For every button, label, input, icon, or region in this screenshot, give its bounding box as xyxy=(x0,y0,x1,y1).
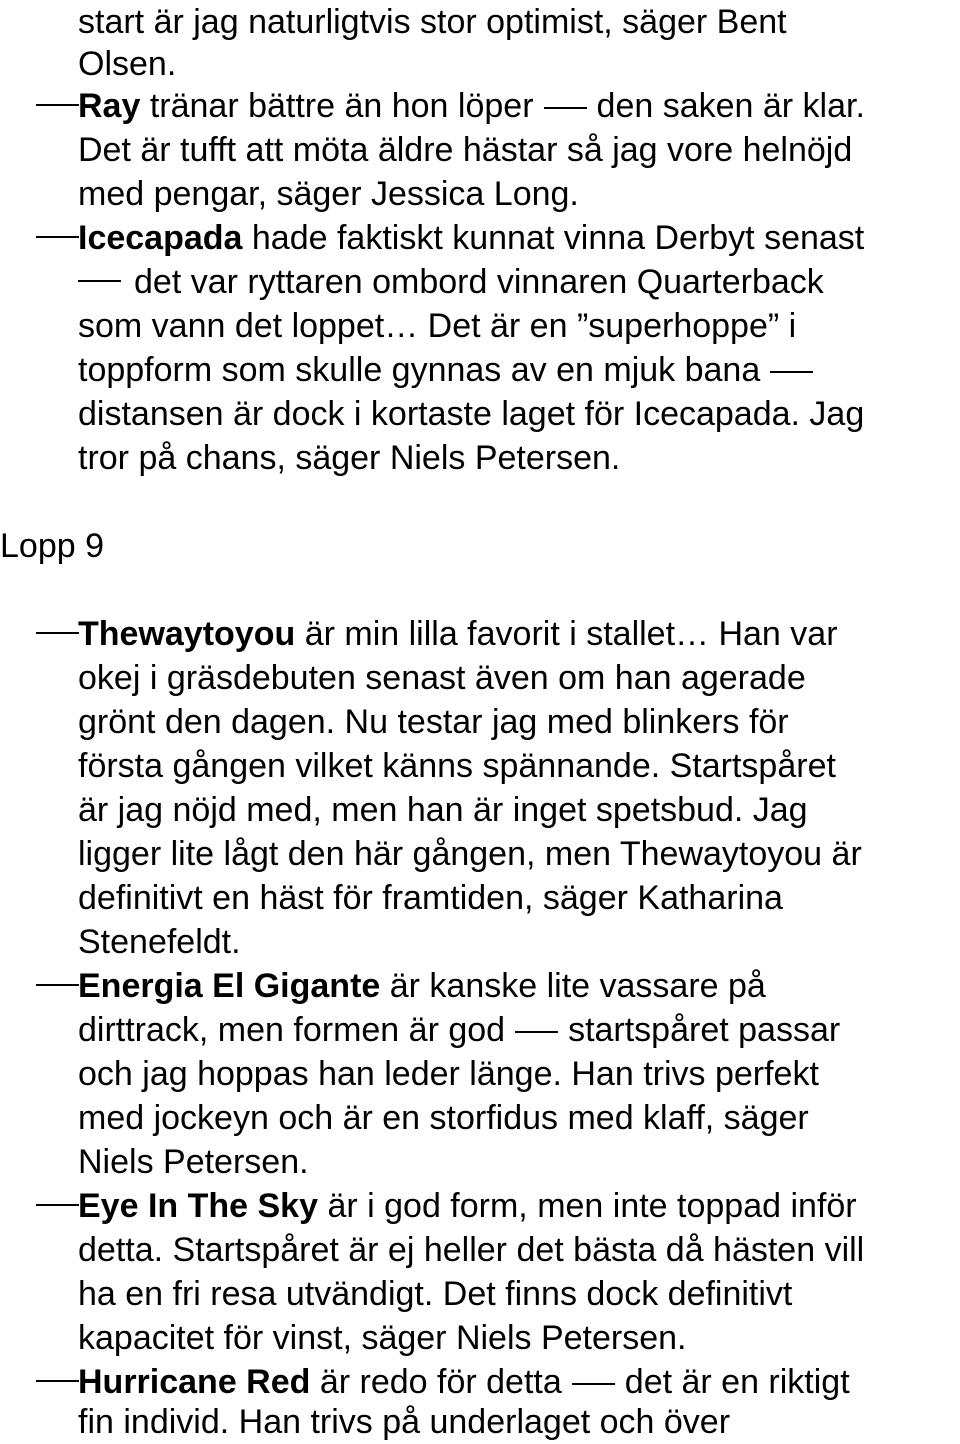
horse-name: Ray xyxy=(78,87,141,125)
text-line: ligger lite lågt den här gången, men Thewaytoyou är xyxy=(78,835,862,873)
text-line: Ray tränar bättre än hon löper den saken är klar. xyxy=(78,87,865,125)
horse-name: Eye In The Sky xyxy=(78,1187,318,1225)
text-line: Icecapada hade faktiskt kunnat vinna Derbyt senast xyxy=(78,219,865,257)
horse-name: Hurricane Red xyxy=(78,1363,311,1401)
text-line: Olsen. xyxy=(78,45,177,83)
text-line: ha en fri resa utvändigt. Det finns dock definitivt xyxy=(78,1275,793,1313)
text-line: toppform som skulle gynnas av en mjuk bana xyxy=(78,348,823,392)
dash-bullet xyxy=(36,632,79,634)
text-line: som vann det loppet… Det är en ”superhoppe” i xyxy=(78,307,797,345)
text-line: är jag nöjd med, men han är inget spetsbud. Jag xyxy=(78,791,808,829)
horse-name: Icecapada xyxy=(78,219,243,257)
text-line: Niels Petersen. xyxy=(78,1143,309,1181)
text-line: första gången vilket känns spännande. Startspåret xyxy=(78,747,836,785)
text-line: med pengar, säger Jessica Long. xyxy=(78,175,579,213)
text-line: Thewaytoyou är min lilla favorit i stallet… Han var xyxy=(78,615,838,653)
inline-dash xyxy=(770,371,813,373)
text-line: tror på chans, säger Niels Petersen. xyxy=(78,439,621,477)
text-line: Hurricane Red är redo för detta det är en riktigt xyxy=(78,1363,850,1401)
horse-name: Energia El Gigante xyxy=(78,967,381,1005)
text-line: grönt den dagen. Nu testar jag med blinkers för xyxy=(78,703,789,741)
text-line: distansen är dock i kortaste laget för Icecapada. Jag xyxy=(78,395,865,433)
text-line: kapacitet för vinst, säger Niels Petersen. xyxy=(78,1319,687,1357)
section-heading: Lopp 9 xyxy=(0,527,104,565)
text-line: Stenefeldt. xyxy=(78,923,241,961)
text-line: start är jag naturligtvis stor optimist, säger Bent xyxy=(78,3,787,41)
inline-dash xyxy=(544,107,587,109)
text-line: definitivt en häst för framtiden, säger Katharina xyxy=(78,879,783,917)
horse-name: Thewaytoyou xyxy=(78,615,296,653)
dash-bullet xyxy=(36,1204,79,1206)
text-line: detta. Startspåret är ej heller det bästa då hästen vill xyxy=(78,1231,865,1269)
text-line: Det är tufft att möta äldre hästar så jag vore helnöjd xyxy=(78,131,853,169)
inline-dash xyxy=(572,1383,615,1385)
text-line: med jockeyn och är en storfidus med klaff, säger xyxy=(78,1099,809,1137)
text-line: fin individ. Han trivs på underlaget och över xyxy=(78,1403,731,1441)
text-line: det var ryttaren ombord vinnaren Quarterback xyxy=(134,263,824,301)
inline-dash xyxy=(515,1031,558,1033)
dash-bullet xyxy=(36,236,79,238)
dash-bullet xyxy=(36,104,79,106)
text-line: Energia El Gigante är kanske lite vassare på xyxy=(78,967,766,1005)
text-line: okej i gräsdebuten senast även om han agerade xyxy=(78,659,806,697)
dash-bullet xyxy=(36,984,79,986)
text-line: Eye In The Sky är i god form, men inte toppad inför xyxy=(78,1187,857,1225)
dash-bullet xyxy=(36,1380,79,1382)
text-line: dirttrack, men formen är god startspåret passar xyxy=(78,1011,841,1049)
text-line: och jag hoppas han leder länge. Han trivs perfekt xyxy=(78,1055,819,1093)
inline-dash xyxy=(78,280,121,282)
